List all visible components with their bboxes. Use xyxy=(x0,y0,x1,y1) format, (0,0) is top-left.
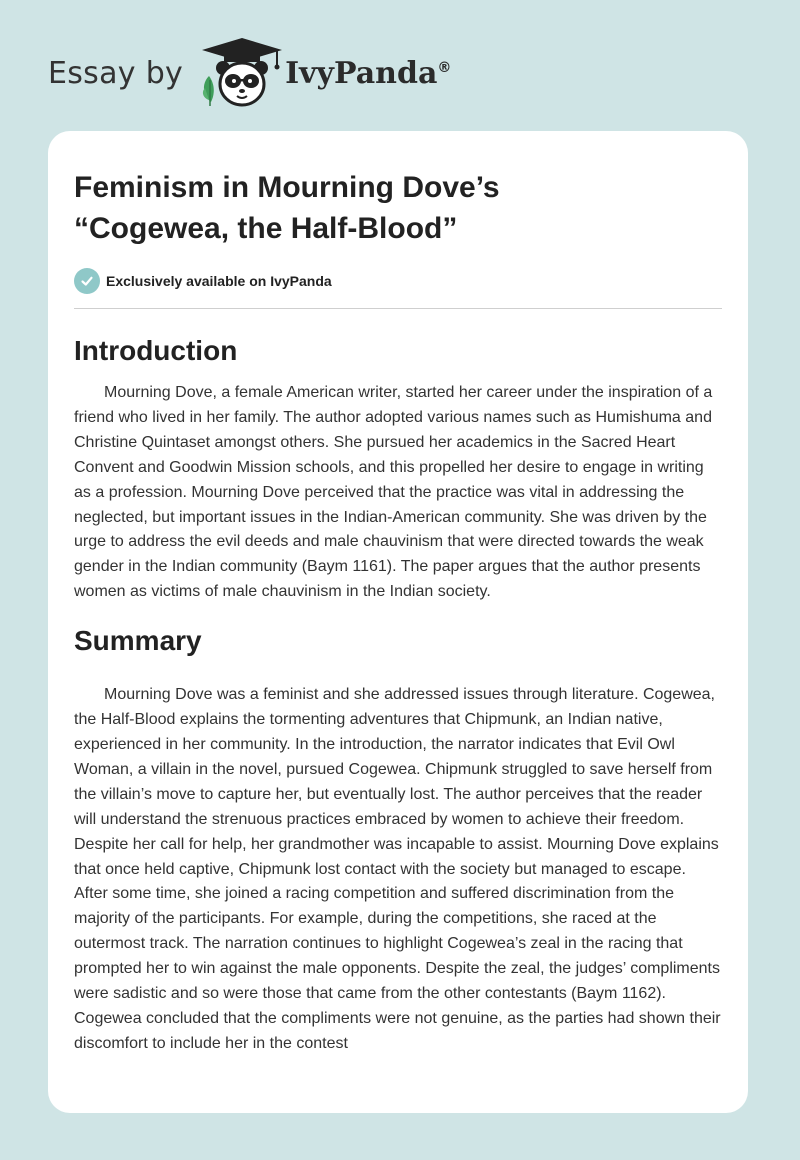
section-text-summary: Mourning Dove was a feminist and she addressed issues through literature. Cogewea, the Half-Blood explains the tormenting adventures that Chipmunk, an Indian native, experienced in her community. In the introduction, the narrator indicates that Evil Owl Woman, a villain in the novel, pursued Cogewea. Chipmunk struggled to save herself from the villain’s move to capture her, but eventually lost. The author perceives that the reader will understand the strenuous practices embraced by women to achieve their freedom. Despite her call for help, her grandmother was incapable to assist. Mourning Dove explains that once held captive, Chipmunk lost contact with the society but managed to escape. After some time, she joined a racing competition and suffered discrimination from the majority of the participants. For example, during the competitions, she raced at the outermost track. The narration continues to highlight Cogewea’s zeal in the racing that prompted her to win against the male opponents. Despite the zeal, the judges’ compliments were sadistic and so were those that came from the other contestants (Baym 1162). Cogewea concluded that the compliments were not genuine, as the parties had shown their discomfort to include her in the contest xyxy=(74,686,721,1052)
section-heading-summary: Summary xyxy=(74,625,202,657)
check-icon xyxy=(74,268,100,294)
page-title: Feminism in Mourning Dove’s “Cogewea, the Half-Blood” xyxy=(74,171,500,245)
essay-card xyxy=(48,131,748,1113)
brand-header[interactable] xyxy=(48,36,451,110)
exclusive-label: Exclusively available on IvyPanda xyxy=(106,273,332,289)
registered-mark: ® xyxy=(437,59,452,76)
brand-prefix: Essay by xyxy=(48,55,184,91)
panda-graduate-icon xyxy=(197,36,287,110)
divider xyxy=(74,308,722,309)
exclusive-badge xyxy=(74,268,722,294)
brand-name: IvyPanda® xyxy=(285,55,452,91)
section-heading-introduction: Introduction xyxy=(74,335,238,366)
section-text-introduction: Mourning Dove, a female American writer, started her career under the inspiration of a friend who lived in her family. The author adopted various names such as Humishuma and Christine Quintaset amongst others. She pursued her academics in the Sacred Heart Convent and Goodwin Mission schools, and this propelled her desire to engage in writing as a profession. Mourning Dove perceived that the practice was vital in addressing the neglected, but important issues in the Indian-American community. She was driven by the urge to address the evil deeds and male chauvinism that were directed towards the weak gender in the Indian community (Baym 1161). The paper argues that the author presents women as victims of male chauvinism in the Indian society. xyxy=(74,384,713,601)
